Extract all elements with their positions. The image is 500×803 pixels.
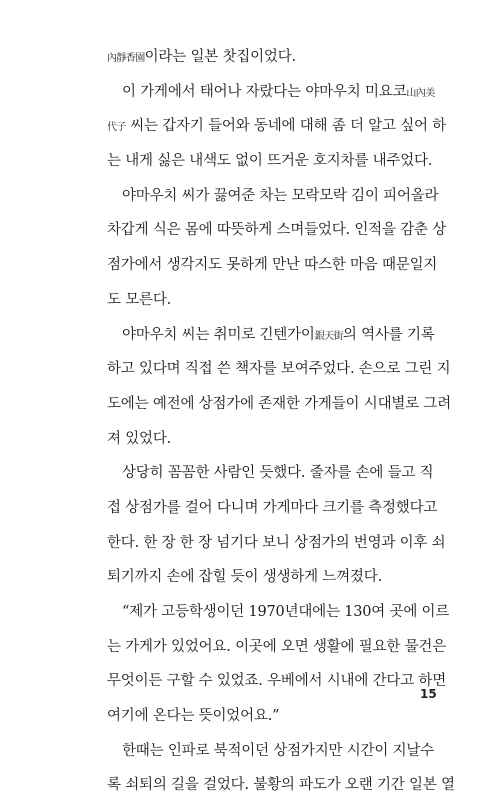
text-line: 는 내게 싫은 내색도 없이 뜨거운 호지차를 내주었다. [107, 153, 433, 170]
text-line: 접 상점가를 걸어 다니며 가게마다 크기를 측정했다고 [107, 499, 438, 516]
text-line: 內靜香園이라는 일본 찻집이었다. [107, 49, 296, 65]
paragraph-start-line: 한때는 인파로 북적이던 상점가지만 시간이 지날수 [122, 742, 434, 759]
body-text [107, 40, 455, 803]
text-line: 차갑게 식은 몸에 따뜻하게 스며들었다. 인적을 감춘 상 [107, 222, 447, 239]
quote-start-line: “제가 고등학생이던 1970년대에는 130여 곳에 이르 [122, 604, 450, 620]
hanja-annotation: 代子 [107, 122, 126, 134]
text-line: 무엇이든 구할 수 있었죠. 우베에서 시내에 간다고 하면 [107, 673, 447, 690]
paragraph-start-line: 야마우치 씨는 취미로 긴텐가이銀天街의 역사를 기록 [122, 326, 435, 343]
text-line: 도 모른다. [107, 291, 172, 308]
text-line: 는 가게가 있었어요. 이곳에 오면 생활에 필요한 물건은 [107, 638, 447, 655]
text-line: 록 쇠퇴의 길을 걸었다. 불황의 파도가 오랜 기간 일본 열 [107, 777, 455, 794]
text-line: 여기에 온다는 뜻이었어요.” [107, 708, 280, 725]
text-line: 代子 씨는 갑자기 들어와 동네에 대해 좀 더 알고 싶어 하 [107, 118, 447, 135]
hanja-annotation: 山內美 [406, 87, 435, 99]
text-line: 도에는 예전에 상점가에 존재한 가게들이 시대별로 그려 [107, 395, 452, 412]
paragraph-start-line: 야마우치 씨가 끓여준 차는 모락모락 김이 피어올라 [122, 187, 439, 204]
text-line: 하고 있다며 직접 쓴 책자를 보여주었다. 손으로 그린 지 [107, 361, 451, 378]
paragraph-start-line: 이 가게에서 태어나 자랐다는 야마우치 미요코山內美 [122, 83, 435, 100]
page-number: 15 [420, 687, 437, 701]
text-line: 퇴기까지 손에 잡힐 듯이 생생하게 느껴졌다. [107, 569, 382, 586]
text-line: 져 있었다. [107, 430, 172, 447]
hanja-annotation: 銀天街 [314, 330, 343, 342]
text-line: 한다. 한 장 한 장 넘기다 보니 상점가의 번영과 이후 쇠 [107, 534, 446, 551]
paragraph-start-line: 상당히 꼼꼼한 사람인 듯했다. 줄자를 손에 들고 직 [122, 465, 434, 482]
text-line: 점가에서 생각지도 못하게 만난 따스한 마음 때문일지 [107, 257, 438, 274]
hanja-annotation: 內靜香園 [107, 53, 145, 64]
